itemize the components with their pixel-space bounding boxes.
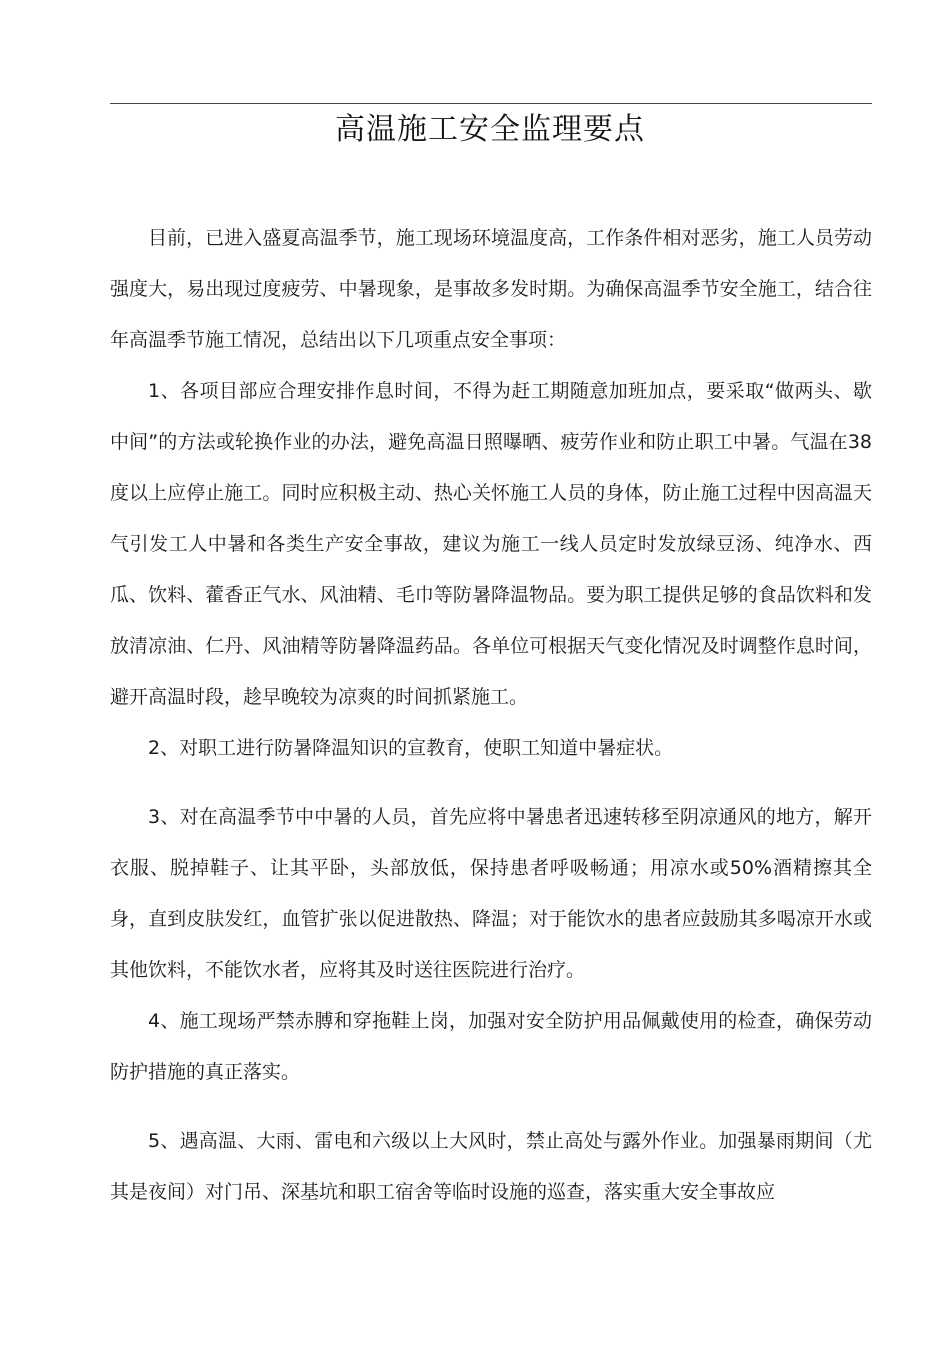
paragraph-item-3: 3、对在高温季节中中暑的人员，首先应将中暑患者迅速转移至阴凉通风的地方，解开衣服、脱掉鞋子、让其平卧，头部放低，保持患者呼吸畅通；用凉水或50%酒精擦其全身，直到皮肤发红，血管扩张以促进散热、降温；对于能饮水的患者应鼓励其多喝凉开水或其他饮料，不能饮水者，应将其及时送往医院进行治疗。 <box>110 806 872 981</box>
paragraph-item-4: 4、施工现场严禁赤膊和穿拖鞋上岗，加强对安全防护用品佩戴使用的检查，确保劳动防护措施的真正落实。 <box>110 1010 872 1083</box>
document-body <box>110 213 872 1218</box>
paragraph-item-1: 1、各项目部应合理安排作息时间，不得为赶工期随意加班加点，要采取“做两头、歇中间”的方法或轮换作业的办法，避免高温日照曝晒、疲劳作业和防止职工中暑。气温在38度以上应停止施工。同时应积极主动、热心关怀施工人员的身体，防止施工过程中因高温天气引发工人中暑和各类生产安全事故，建议为施工一线人员定时发放绿豆汤、纯净水、西瓜、饮料、藿香正气水、风油精、毛巾等防暑降温物品。要为职工提供足够的食品饮料和发放清凉油、仁丹、风油精等防暑降温药品。各单位可根据天气变化情况及时调整作息时间，避开高温时段，趁早晚较为凉爽的时间抓紧施工。 <box>110 380 872 708</box>
header-rule <box>110 103 872 104</box>
paragraph-item-2: 2、对职工进行防暑降温知识的宣教育，使职工知道中暑症状。 <box>148 737 674 759</box>
page-title: 高温施工安全监理要点 <box>335 112 645 147</box>
paragraph-intro: 目前，已进入盛夏高温季节，施工现场环境温度高，工作条件相对恶劣，施工人员劳动强度大，易出现过度疲劳、中暑现象，是事故多发时期。为确保高温季节安全施工，结合往年高温季节施工情况，总结出以下几项重点安全事项： <box>110 227 872 351</box>
paragraph-item-5: 5、遇高温、大雨、雷电和六级以上大风时，禁止高处与露外作业。加强暴雨期间（尤其是夜间）对门吊、深基坑和职工宿舍等临时设施的巡查，落实重大安全事故应 <box>110 1130 872 1203</box>
